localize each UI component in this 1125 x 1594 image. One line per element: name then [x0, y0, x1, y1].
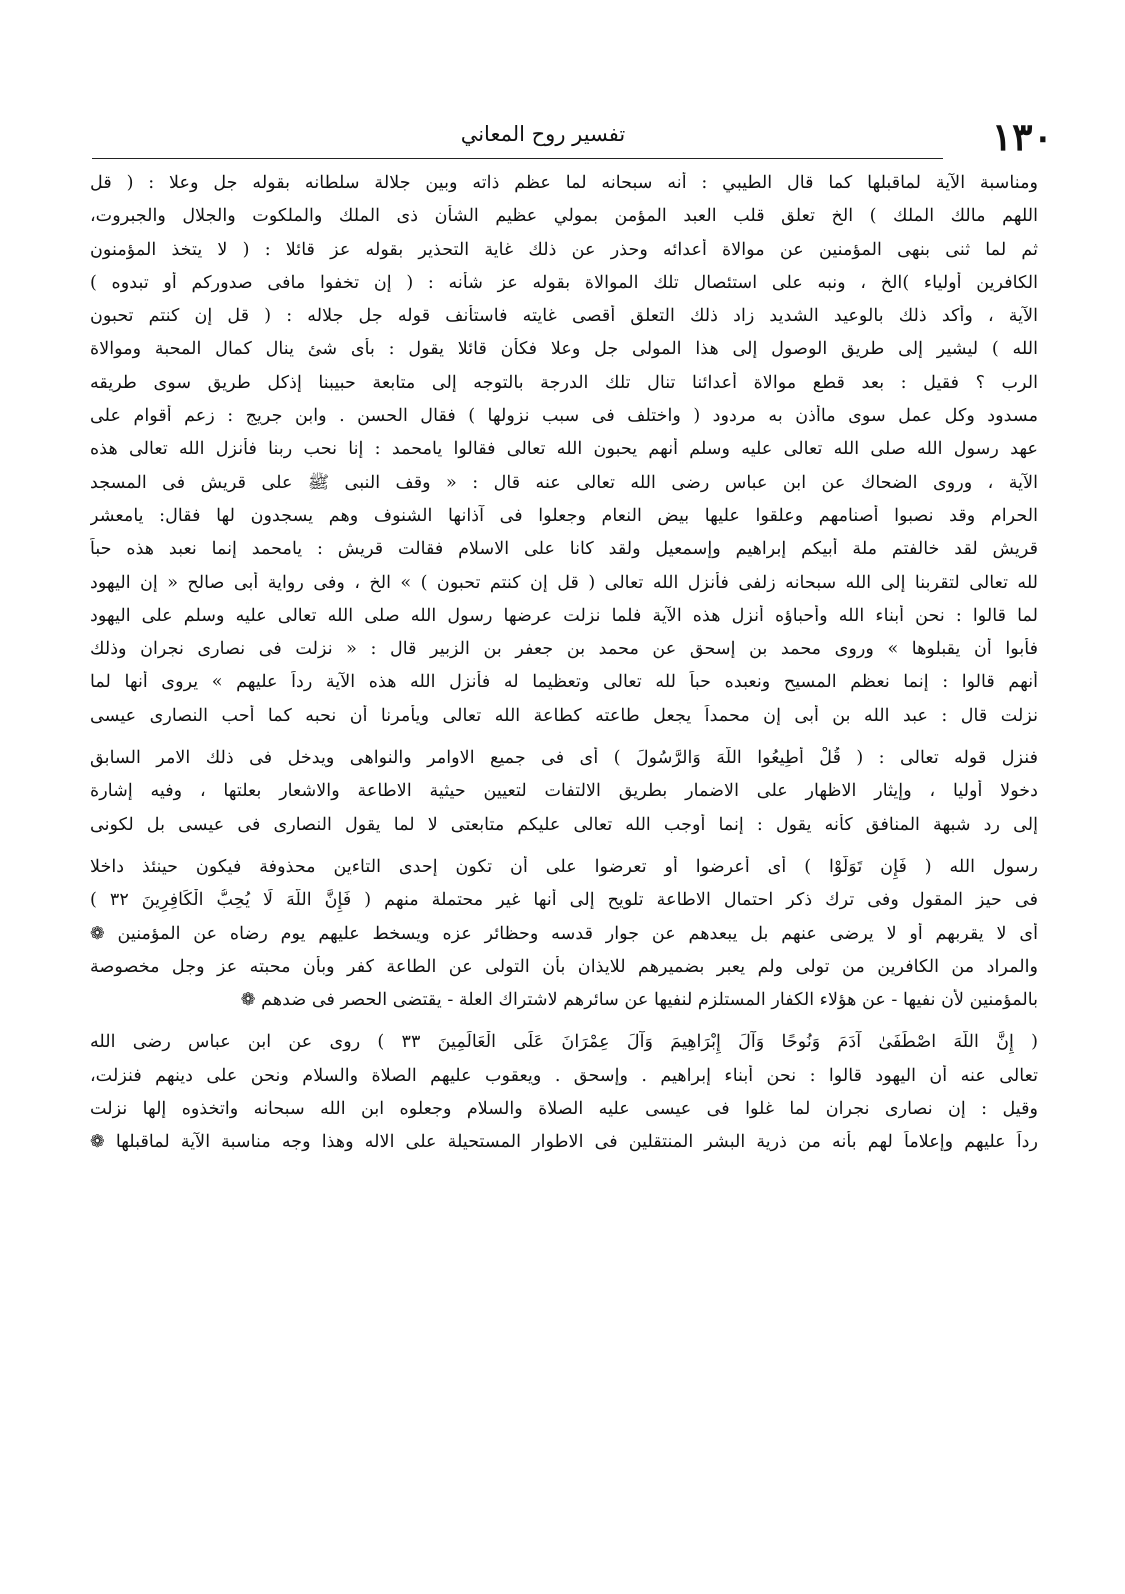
text-line: الكافرين أولياء )الخ ، ونبه على استئصال تلك الموالاة بقوله عز شأنه : ( إن تخفوا مافى صدوركم أو تبدوه ) [90, 272, 1038, 293]
paragraph [90, 747, 1038, 847]
running-title: تفسير روح المعاني [460, 122, 626, 146]
page-number: ١٣٠ [991, 114, 1053, 159]
text-line: عهد رسول الله صلى الله تعالى عليه وسلم أنهم يحبون الله تعالى فقالوا يامحمد : إنا نحب ربنا فأنزل الله تعالى هذه [90, 439, 1038, 460]
paragraph [90, 172, 1038, 738]
text-line: تعالى عنه أن اليهود قالوا : نحن أبناء إبراهيم . وإسحق . ويعقوب عليهم الصلاة والسلام ونحن على دينهم فنزلت، [90, 1065, 1038, 1086]
text-line: نزلت قال : عبد الله بن أبى إن محمداً يجعل طاعته كطاعة الله تعالى ويأمرنا أن نحبه كما أحب النصارى عيسى [90, 705, 1038, 726]
text-line: والمراد من الكافرين من تولى ولم يعبر بضميرهم للايذان بأن التولى عن الطاعة كفر وبأن محبته عز وجل مخصوصة [90, 956, 1038, 977]
paragraph [90, 856, 1038, 1022]
paragraph [90, 1031, 1038, 1164]
text-line: الآية ، وأكد ذلك بالوعيد الشديد زاد ذلك التعلق أقصى غايته فاستأنف قوله جل جلاله : ( قل إن كنتم تحبون [90, 306, 1038, 327]
text-line: بالمؤمنين لأن نفيها - عن هؤلاء الكفار المستلزم لنفيها عن سائرهم لاشتراك العلة - يقتضى الحصر فى ضدهم ❁ [240, 990, 1038, 1011]
text-line: الله ) ليشير إلى طريق الوصول إلى هذا المولى جل وعلا فكأن قائلا يقول : بأى شئ ينال كمال المحبة وموالاة [90, 339, 1038, 360]
header-rule [92, 158, 943, 159]
text-line: اللهم مالك الملك ) الخ تعلق قلب العبد المؤمن بمولي عظيم الشأن ذى الملك والملكوت والجلال والجبروت، [90, 206, 1038, 227]
text-line: ومناسبة الآية لماقبلها كما قال الطيبي : أنه سبحانه لما عظم ذاته وبين جلالة سلطانه بقوله جل وعلا : ( قل [90, 173, 1038, 193]
text-line: فأبوا أن يقبلوها » وروى محمد بن إسحق عن محمد بن جعفر بن الزبير قال : « نزلت فى نصارى نجران وذلك [90, 639, 1038, 660]
text-line: أى لا يقربهم أو لا يرضى عنهم بل يبعدهم عن جوار قدسه وحظائر عزه ويسخط عليهم يوم رضاه عن المؤمنين ❁ [90, 923, 1038, 944]
body-text [90, 172, 1038, 1165]
text-line: لله تعالى لتقربنا إلى الله سبحانه زلفى فأنزل الله تعالى ( قل إن كنتم تحبون ) » الخ ، وفى رواية أبى صالح « إن اليهود [90, 572, 1038, 593]
paragraph-gap [90, 1022, 1038, 1031]
text-line: دخولا أوليا ، وإيثار الاظهار على الاضمار بطريق الالتفات لتعيين حيثية الاطاعة والاشعار بعلتها ، وفيه إشارة [90, 781, 1038, 802]
text-line: ثم لما ثنى بنهى المؤمنين عن موالاة أعدائه وحذر عن ذلك غاية التحذير بقوله عز قائلا : ( لا يتخذ المؤمنون [90, 239, 1038, 260]
text-line: قريش لقد خالفتم ملة أبيكم إبراهيم وإسمعيل ولقد كانا على الاسلام فقالت قريش : يامحمد إنما نعبد هذه حباً [90, 539, 1038, 560]
text-line: إلى رد شبهة المنافق كأنه يقول : إنما أوجب الله تعالى عليكم متابعتى لا لما يقول النصارى فى عيسى بل لكونى [90, 814, 1038, 835]
page-header [92, 112, 1053, 162]
text-line: الآية ، وروى الضحاك عن ابن عباس رضى الله تعالى عنه قال : « وقف النبى ﷺ على قريش فى المسجد [90, 472, 1038, 493]
text-line: وقيل : إن نصارى نجران لما غلوا فى عيسى عليه الصلاة والسلام وجعلوه ابن الله سبحانه واتخذوه إلها نزلت [90, 1099, 1038, 1120]
text-line: رداً عليهم وإعلاماً لهم بأنه من ذرية البشر المنتقلين فى الاطوار المستحيلة على الاله وهذا وجه مناسبة الآية لماقبلها ❁ [90, 1132, 1038, 1153]
paragraph-gap [90, 738, 1038, 747]
paragraph-gap [90, 847, 1038, 856]
text-line: لما قالوا : نحن أبناء الله وأحباؤه أنزل هذه الآية فلما نزلت عرضها رسول الله صلى الله تعالى عليه وسلم على اليهود [90, 605, 1038, 626]
text-line: ( إِنَّ اللَّهَ اصْطَفَىٰ آدَمَ وَنُوحًا وَآلَ إِبْرَاهِيمَ وَآلَ عِمْرَانَ عَلَى الْعَالَمِينَ ٣٣ ) روى عن ابن عباس رضى الله [90, 1032, 1038, 1053]
text-line: أنهم قالوا : إنما نعظم المسيح ونعبده حباً لله تعالى وتعظيما له فأنزل الله هذه الآية رداً عليهم » يروى أنها لما [90, 672, 1038, 693]
text-line: فنزل قوله تعالى : ( قُلْ أَطِيعُوا اللَّهَ وَالرَّسُولَ ) أى فى جميع الاوامر والنواهى ويدخل فى ذلك الامر السابق [90, 748, 1038, 769]
text-line: الحرام وقد نصبوا أصنامهم وعلقوا عليها بيض النعام وجعلوا فى آذانها الشنوف وهم يسجدون لها فقال: يامعشر [90, 505, 1038, 526]
text-line: فى حيز المقول وفى ترك ذكر احتمال الاطاعة تلويح إلى أنها غير محتملة منهم ( فَإِنَّ اللَّهَ لَا يُحِبُّ الْكَافِرِينَ ٣٢ ) [90, 890, 1038, 911]
text-line: الرب ؟ فقيل : بعد قطع موالاة أعدائنا تنال تلك الدرجة بالتوجه إلى متابعة حبيبنا إذكل طريق سوى طريقه [90, 372, 1038, 393]
text-line: رسول الله ( فَإِن تَوَلَّوْا ) أى أعرضوا أو تعرضوا على أن تكون إحدى التاءين محذوفة فيكون حينئذ داخلا [90, 856, 1038, 877]
text-line: مسدود وكل عمل سوى ماأذن به مردود ( واختلف فى سبب نزولها ) فقال الحسن . وابن جريج : زعم أقوام على [90, 406, 1038, 427]
